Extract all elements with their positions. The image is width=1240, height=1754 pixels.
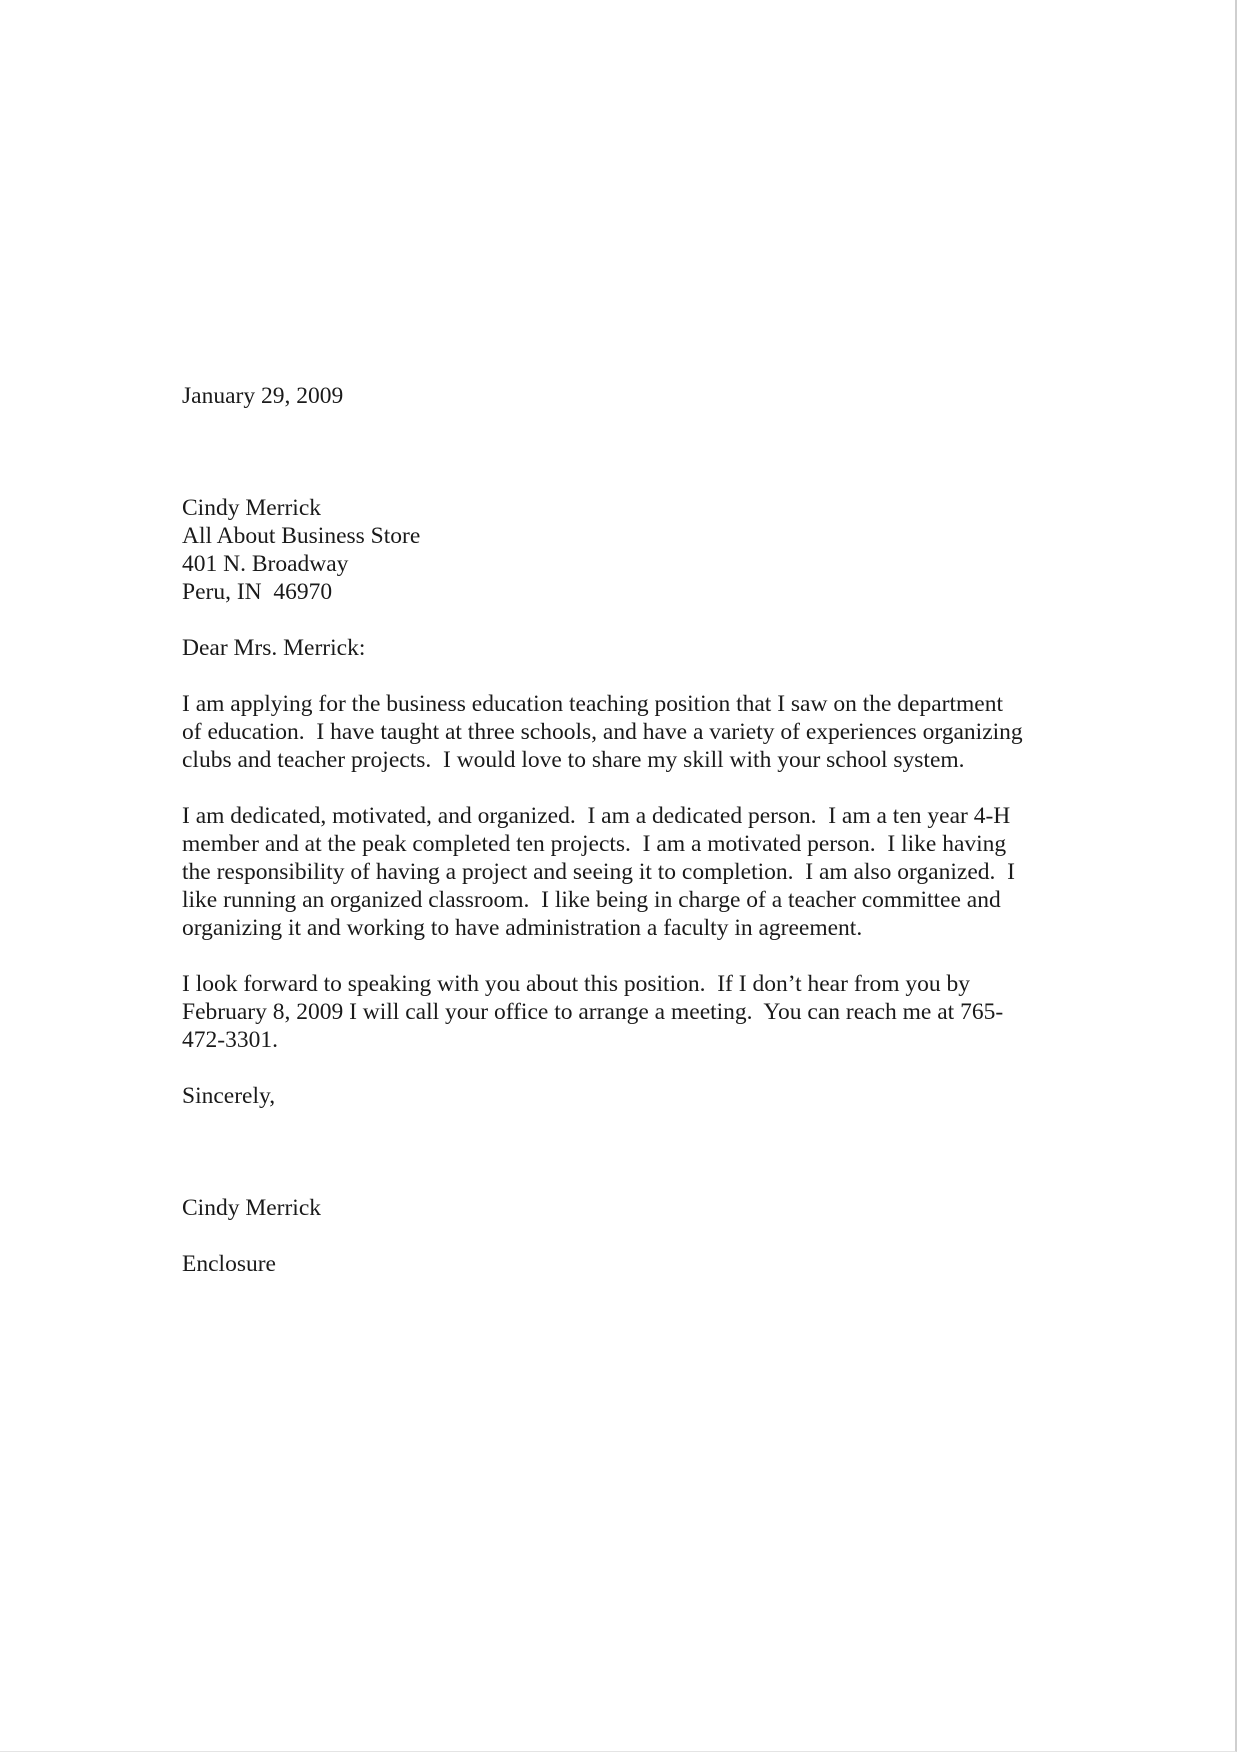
paragraph-line: member and at the peak completed ten projects. I am a motivated person. I like having: [182, 831, 1007, 857]
enclosure-notation: Enclosure: [182, 1251, 276, 1277]
letter-date: January 29, 2009: [182, 383, 344, 409]
body-paragraph-3: [182, 970, 1062, 1054]
spacer: [182, 774, 1062, 802]
spacer: [182, 410, 1062, 494]
recipient-address: [182, 494, 1062, 606]
spacer: [182, 606, 1062, 634]
closing: Sincerely,: [182, 1083, 276, 1109]
body-paragraph-2: [182, 802, 1062, 942]
paragraph-line: the responsibility of having a project and seeing it to completion. I am also organized. I: [182, 859, 1015, 885]
cover-letter: [182, 382, 1062, 1278]
paragraph-line: I look forward to speaking with you about this position. If I don’t hear from you by: [182, 971, 970, 997]
recipient-name: Cindy Merrick: [182, 495, 322, 521]
paragraph-line: like running an organized classroom. I like being in charge of a teacher committee and: [182, 887, 1001, 913]
body-paragraph-1: [182, 690, 1062, 774]
recipient-city-state-zip: Peru, IN 46970: [182, 579, 333, 605]
salutation: Dear Mrs. Merrick:: [182, 635, 366, 661]
paragraph-line: organizing it and working to have administration a faculty in agreement.: [182, 915, 863, 941]
signature-space: [182, 1110, 1062, 1194]
spacer: [182, 1054, 1062, 1082]
paragraph-line: February 8, 2009 I will call your office to arrange a meeting. You can reach me at 765-: [182, 999, 1004, 1025]
paragraph-line: 472-3301.: [182, 1027, 278, 1053]
spacer: [182, 1222, 1062, 1250]
recipient-company: All About Business Store: [182, 523, 421, 549]
spacer: [182, 942, 1062, 970]
paragraph-line: clubs and teacher projects. I would love to share my skill with your school system.: [182, 747, 965, 773]
spacer: [182, 662, 1062, 690]
paragraph-line: I am applying for the business education teaching position that I saw on the department: [182, 691, 1003, 717]
paragraph-line: I am dedicated, motivated, and organized. I am a dedicated person. I am a ten year 4-H: [182, 803, 1011, 829]
signature-name: Cindy Merrick: [182, 1195, 322, 1221]
paragraph-line: of education. I have taught at three schools, and have a variety of experiences organizing: [182, 719, 1023, 745]
recipient-street: 401 N. Broadway: [182, 551, 349, 577]
